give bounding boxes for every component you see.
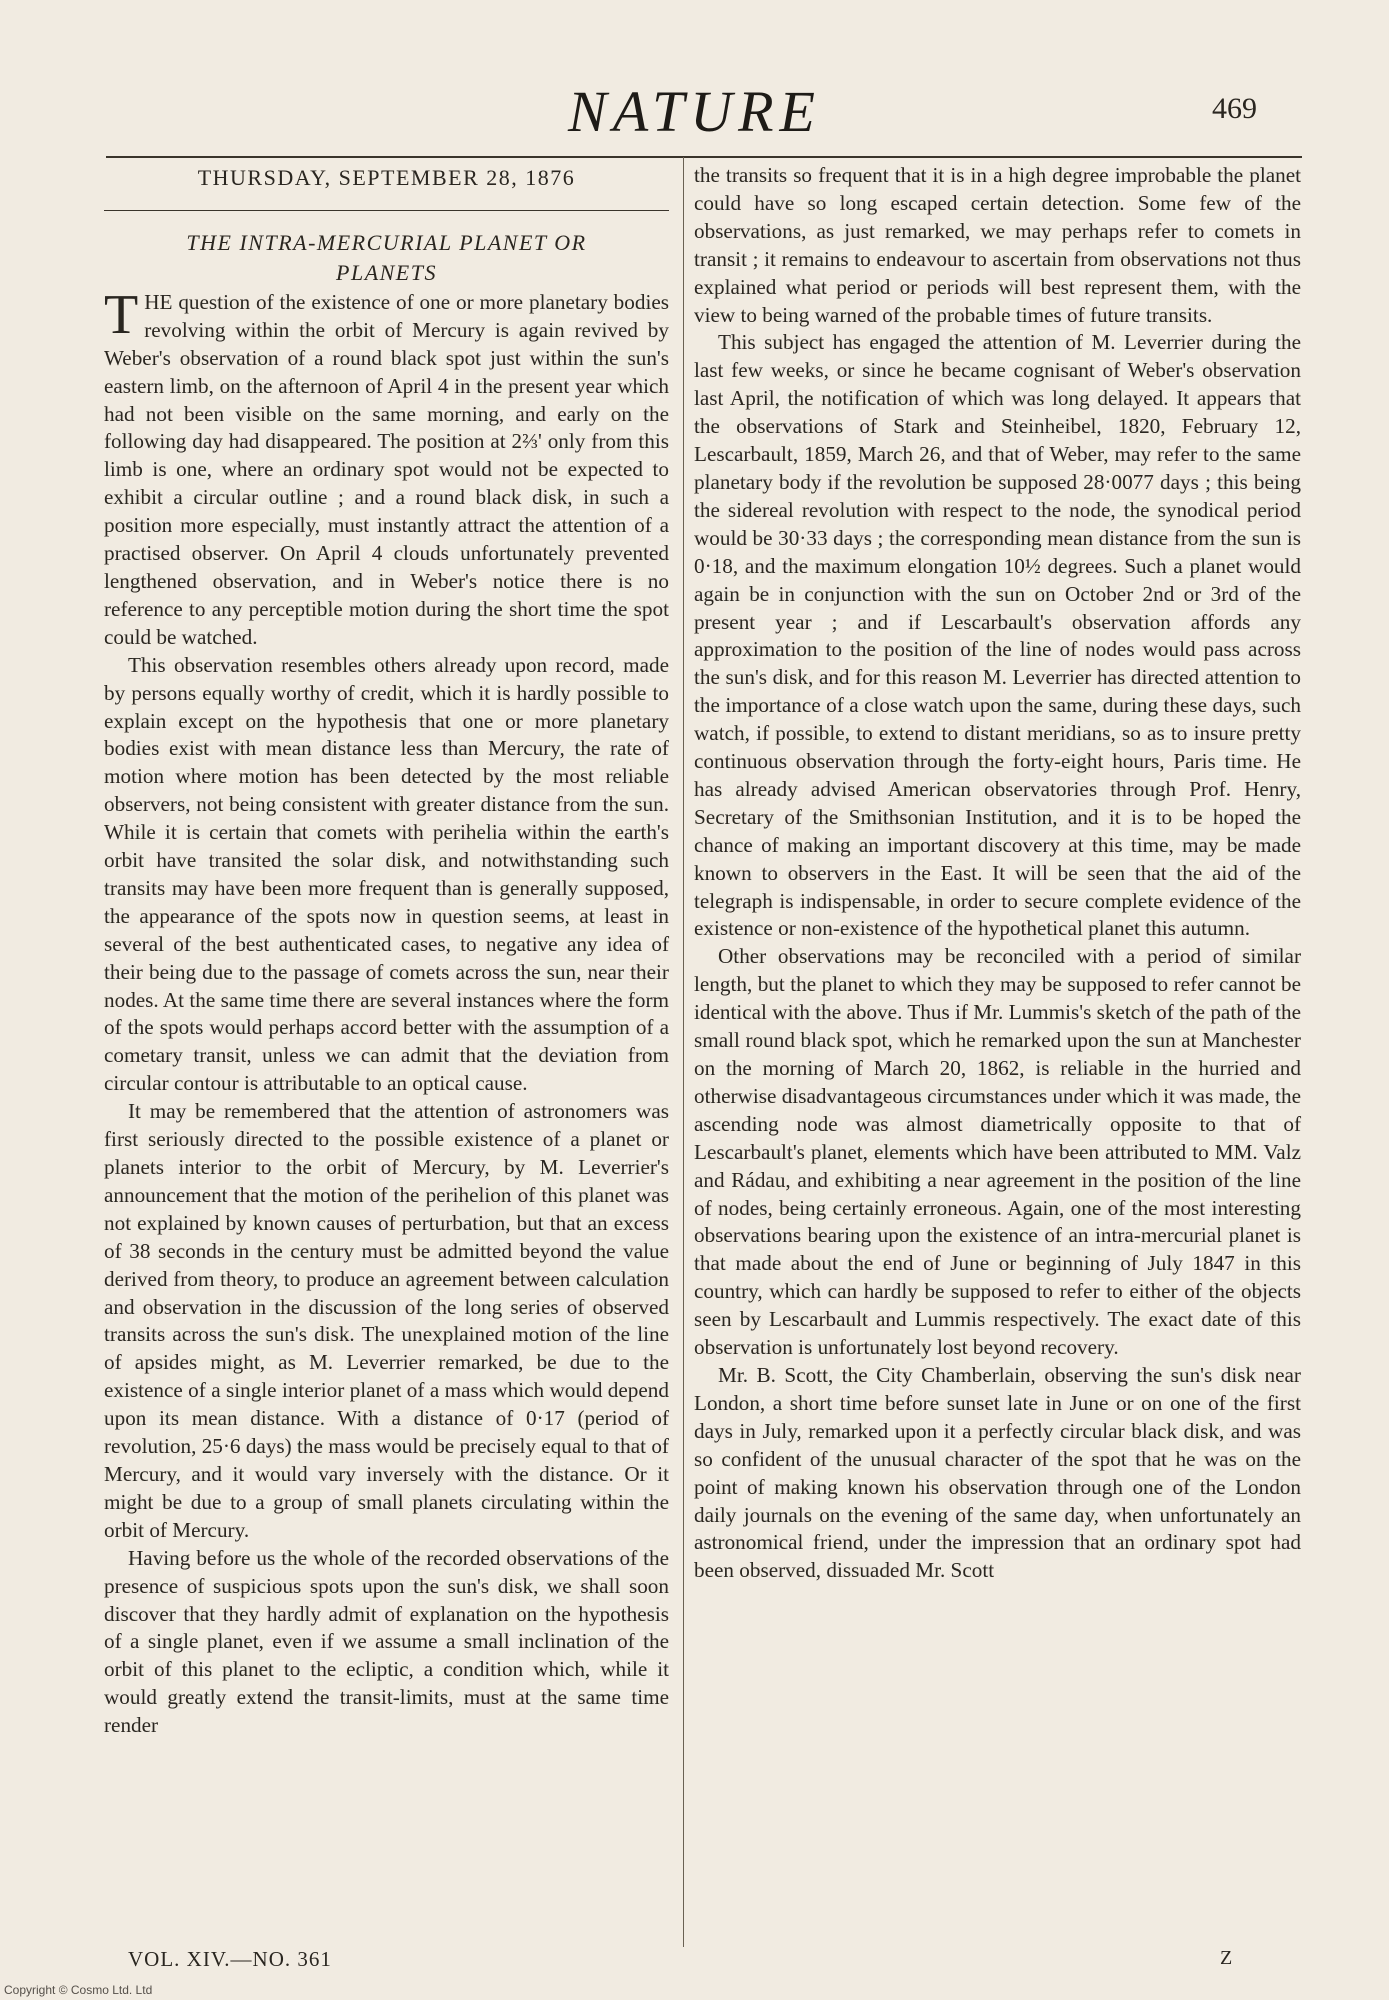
article-title-line-1: THE INTRA-MERCURIAL PLANET OR [186, 229, 587, 255]
paragraph-text: HE question of the existence of one or more planetary bodies revolving within the orbit of Mercury is again revived by Weber's observation of a round black spot just within the sun's eastern limb, on the afternoon of April 4 in the present year which had not been visible on the same morning, and early on the following day had disappeared. The position at 2⅔' only from this limb is one, where an ordinary spot would not be expected to exhibit a circular outline ; and a round black disk, in such a position more especially, must instantly attract the attention of a practised observer. On April 4 clouds unfortunately prevented lengthened observation, and in Weber's notice there is no reference to any perceptible motion during the short time the spot could be watched. [104, 289, 669, 649]
article-title-line-2: PLANETS [336, 259, 437, 285]
issue-date: THURSDAY, SEPTEMBER 28, 1876 [197, 165, 576, 190]
paragraph: It may be remembered that the attention of astronomers was first seriously directed to the possible existence of a planet or planets interior to the orbit of Mercury, by M. Leverrier's announcement that the motion of the perihelion of this planet was not explained by known causes of perturbation, but that an excess of 38 seconds in the century must be admitted beyond the value derived from theory, to produce an agreement between calculation and observation in the discussion of the long series of observed transits across the sun's disk. The unexplained motion of the line of apsides might, as M. Leverrier remarked, be due to the existence of a single interior planet of a mass which would depend upon its mean distance. With a distance of 0·17 (period of revolution, 25·6 days) the mass would be precisely equal to that of Mercury, and it would vary inversely with the distance. Or it might be due to a group of small planets circulating within the orbit of Mercury. [104, 1099, 669, 1542]
left-column [104, 164, 669, 1740]
volume-number: VOL. XIV.—NO. 361 [128, 1947, 332, 1971]
paragraph [104, 283, 669, 652]
paragraph: This observation resembles others already upon record, made by persons equally worthy of credit, which it is hardly possible to explain except on the hypothesis that one or more planetary bodies exist with mean distance less than Mercury, the rate of motion where motion has been detected by the most reliable observers, not being consistent with greater distance from the sun. While it is certain that comets with perihelia within the earth's orbit have transited the solar disk, and notwithstanding such transits may have been more frequent than is generally supposed, the appearance of the spots now in question seems, at least in several of the best authenticated cases, to negative any idea of their being due to the passage of comets across the sun, near their nodes. At the same time there are several instances where the form of the spots would perhaps accord better with the assumption of a cometary transit, unless we can admit that the deviation from circular contour is attributable to an optical cause. [104, 652, 669, 1096]
paragraph: Other observations may be reconciled with a period of similar length, but the planet to which they may be supposed to refer cannot be identical with the above. Thus if Mr. Lummis's sketch of the path of the small round black spot, which he remarked upon the sun at Manchester on the morning of March 20, 1862, is reliable in the hurried and otherwise disadvantageous circumstances under which it was made, the ascending node was almost diametrically opposite to that of Lescarbault's planet, elements which have been attributed to MM. Valz and Rádau, and exhibiting a near agreement in the position of the line of nodes, being certainly erroneous. Again, one of the most interesting observations bearing upon the existence of an intra-mercurial planet is that made about the end of June or beginning of July 1847 in this country, which can hardly be supposed to refer to either of the objects seen by Lescarbault and Lummis respectively. The exact date of this observation is unfortunately lost beyond recovery. [694, 944, 1301, 1360]
drop-cap: T [104, 283, 139, 346]
header-rule [106, 156, 1302, 158]
copyright-notice: Copyright © Cosmo Ltd. Ltd [4, 1983, 153, 1997]
paragraph: the transits so frequent that it is in a high degree improbable the planet could have so long escaped certain detection. Some few of the observations, as just remarked, we may perhaps refer to comets in transit ; it remains to endeavour to ascertain from observations not thus explained what period or periods will best represent them, with the view to being warned of the probable times of future transits. [694, 163, 1301, 327]
right-column [694, 162, 1301, 1585]
paragraph: Having before us the whole of the recorded observations of the presence of suspicious spots upon the sun's disk, we shall soon discover that they hardly admit of explanation on the hypothesis of a single planet, even if we assume a small inclination of the orbit of this planet to the ecliptic, a condition which, while it would greatly extend the transit-limits, must at the same time render [104, 1545, 669, 1738]
column-divider [683, 157, 684, 1947]
paragraph: Mr. B. Scott, the City Chamberlain, observing the sun's disk near London, a short time before sunset late in June or on one of the first days in July, remarked upon it a perfectly circular black disk, and was so confident of the unusual character of the spot that he was on the point of making known his observation through one of the London daily journals on the evening of the same day, when unfortunately an astronomical friend, under the impression that an ordinary spot had been observed, dissuaded Mr. Scott [694, 1362, 1301, 1583]
section-rule [104, 210, 669, 211]
page-number: 469 [1212, 92, 1257, 125]
journal-title: NATURE [568, 79, 821, 144]
paragraph: This subject has engaged the attention of M. Leverrier during the last few weeks, or since he became cognisant of Weber's observation last April, the notification of which was long delayed. It appears that the observations of Stark and Steinheibel, 1820, February 12, Lescarbault, 1859, March 26, and that of Weber, may refer to the same planetary body if the revolution be supposed 28·0077 days ; this being the sidereal revolution with respect to the node, the synodical period would be 30·33 days ; the corresponding mean distance from the sun is 0·18, and the maximum elongation 10½ degrees. Such a planet would again be in conjunction with the sun on October 2nd or 3rd of the present year ; and if Lescarbault's observation affords any approximation to the position of the line of nodes would pass across the sun's disk, and for this reason M. Leverrier has directed attention to the importance of a close watch upon the same, during these days, such watch, if possible, to extend to distant meridians, so as to insure pretty continuous observation through the forty-eight hours, Paris time. He has already advised American observatories through Prof. Henry, Secretary of the Smithsonian Institution, and it is to be hoped the chance of making an important discovery at this time, may be made known to observers in the East. It will be seen that the aid of the telegraph is indispensable, in order to secure complete evidence of the existence or non-existence of the hypothetical planet this autumn. [694, 330, 1301, 941]
signature-mark: Z [1220, 1947, 1233, 1969]
